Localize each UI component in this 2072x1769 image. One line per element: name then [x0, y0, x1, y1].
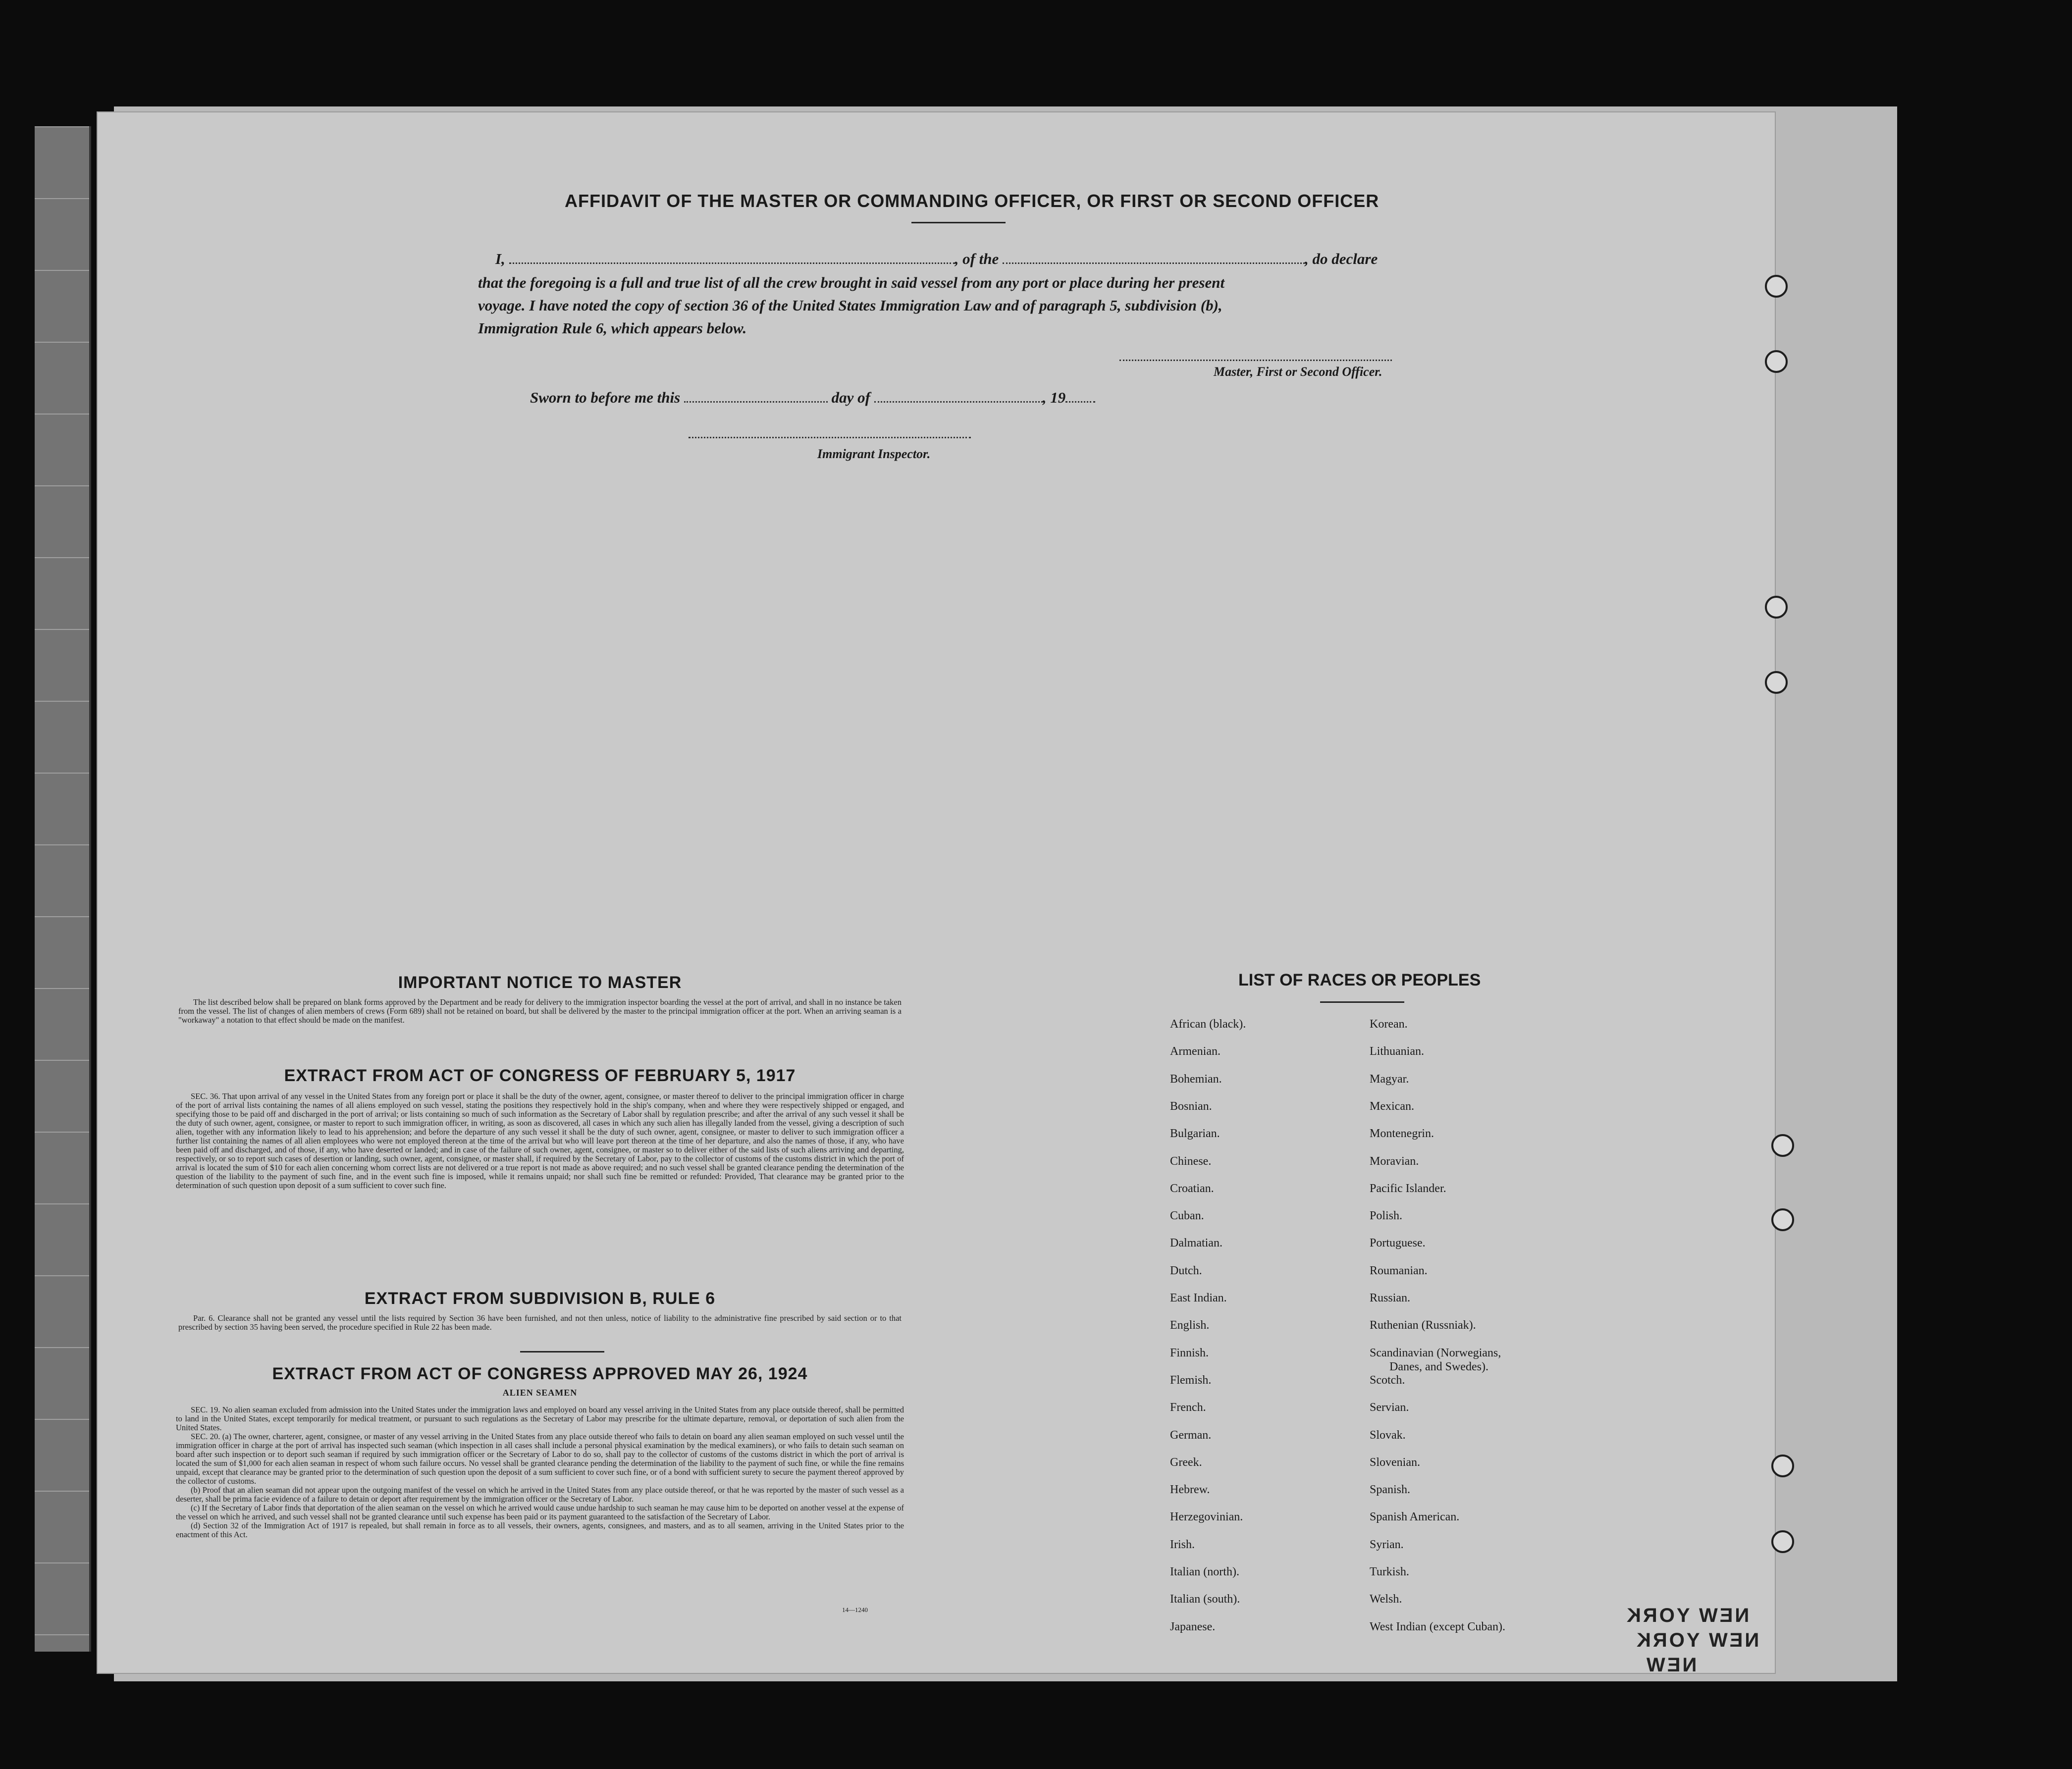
extract-rule6-title: EXTRACT FROM SUBDIVISION B, RULE 6: [364, 1289, 716, 1308]
race-item: Italian (north).: [1170, 1565, 1239, 1578]
race-item: Greek.: [1170, 1456, 1202, 1469]
race-item: Bulgarian.: [1170, 1127, 1220, 1141]
affidavit-line-1: [495, 248, 1436, 270]
sec20a-paragraph: SEC. 20. (a) The owner, charterer, agent, consignee, or master of any vessel arriving in the United States from any place outside thereof who fails to detain on board any alien seaman employed on such vessel until the immigration officer in charge at the port of arrival has inspected such seaman (which inspection in all cases shall include a personal physical examination by the medical examiners), or who fails to detain such seaman on board after such inspection or to deport such seaman if required by such immigration officer or the Secretary of Labor to do so, shall pay to the collector of customs of the customs district in which the port of arrival is located the sum of $1,000 for each alien seaman in respect of whom such failure occurs. No vessel shall be granted clearance pending the determination of the liability to the payment of such fine, or while the fine remains unpaid, except that clearance may be granted prior to the determination of such question upon the deposit of a sum sufficient to cover such fine, or of a bond with sufficient surety to secure the payment thereof approved by the collector of customs.: [176, 1432, 904, 1486]
affidavit-declare: , do declare: [1305, 250, 1378, 267]
notice-text: [178, 998, 902, 1025]
month-blank: [874, 401, 1043, 403]
race-item: Montenegrin.: [1370, 1127, 1434, 1141]
race-item: Turkish.: [1370, 1565, 1409, 1578]
year-text: , 19: [1042, 389, 1066, 406]
sec20d-paragraph: (d) Section 32 of the Immigration Act of 1917 is repealed, but shall remain in force as to all vessels, their owners, agents, consignees, and masters, and as to all seamen, arriving in the United States prior to the enactment of this Act.: [176, 1521, 904, 1539]
sworn-text: Sworn to before me this: [530, 389, 681, 406]
race-item: Croatian.: [1170, 1182, 1214, 1195]
master-label: Master, First or Second Officer.: [1214, 364, 1382, 379]
extract-1917-title: EXTRACT FROM ACT OF CONGRESS OF FEBRUARY 5, 1917: [284, 1066, 796, 1085]
name-blank: [509, 262, 955, 264]
race-item: Cuban.: [1170, 1209, 1204, 1223]
race-item: German.: [1170, 1428, 1212, 1442]
race-item: Scotch.: [1370, 1373, 1405, 1387]
race-item: Herzegovinian.: [1170, 1510, 1243, 1524]
stamp: NEW YORK: [1635, 1629, 1759, 1651]
extract-1924-text: [176, 1405, 904, 1539]
punch-hole: [1765, 596, 1788, 619]
race-item: Polish.: [1370, 1209, 1403, 1223]
race-item: West Indian (except Cuban).: [1370, 1620, 1505, 1633]
notice-paragraph: The list described below shall be prepared on blank forms approved by the Department and be ready for delivery to the immigration inspector boarding the vessel at the port of arrival, and shall in no instance be taken from the vessel. The list of changes of alien members of crews (Form 689) shall not be retained on board, but shall be delivered by the master to the principal immigration officer at the port. When an arriving seaman is a "workaway" a notation to that effect should be made on the manifest.: [178, 997, 902, 1025]
race-item: Bohemian.: [1170, 1072, 1222, 1086]
race-item: Dutch.: [1170, 1264, 1202, 1277]
race-item: African (black).: [1170, 1018, 1246, 1031]
binding-edge: [35, 126, 91, 1652]
inspector-label: Immigrant Inspector.: [817, 447, 931, 461]
races-rule: [1320, 1001, 1404, 1003]
extract-1917-paragraph: SEC. 36. That upon arrival of any vessel in the United States from any foreign port or place it shall be the duty of the owner, agent, consignee, or master thereof to deliver to the principal immigration officer in charge of the port of arrival lists containing the names of all aliens employed on such vessel, stating the positions they respectively hold in the ship's company, when and where they were respectively shipped or engaged, and specifying those to be paid off and discharged in the port of arrival; or lists containing so much of such information as the Secretary of Labor shall by regulation prescribe; and after the arrival of any such vessel it shall be the duty of such owner, agent, consignee, or master to report to such immigration officer, in writing, as soon as discovered, all cases in which any such alien has illegally landed from the vessel, giving a description of such alien, together with any information likely to lead to his apprehension; and before the departure of any such vessel it shall be the duty of such owner, agent, consignee, or master to deliver to such immigration officer a further list containing the names of all alien employees who were not employed thereon at the time of the arrival but who will leave port thereon at the time of her departure, and also the names of those, if any, who have been paid off and discharged, and of those, if any, who have deserted or landed; and in case of the failure of such owner, agent, consignee, or master so to deliver either of the said lists of such aliens arriving and departing, respectively, or so to report such cases of desertion or landing, such owner, agent, consignee, or master shall, if required by the Secretary of Labor, pay to the collector of customs of the customs district in which the port of arrival is located the sum of $10 for each alien concerning whom correct lists are not delivered or a true report is not made as above required; and no such vessel shall be granted clearance pending the determination of the question of the liability to the payment of such fine, and in the event such fine is imposed, while it remains unpaid; nor shall such fine be remitted or refunded: Provided, That clearance may be granted prior to the determination of such question upon deposit of a sum sufficient to cover such fine.: [176, 1092, 904, 1190]
punch-hole: [1771, 1455, 1794, 1477]
affidavit-of-the: , of the: [955, 250, 999, 267]
race-item: Slovenian.: [1370, 1456, 1420, 1469]
race-item: Servian.: [1370, 1401, 1409, 1414]
race-item: Lithuanian.: [1370, 1045, 1424, 1058]
race-item: Ruthenian (Russniak).: [1370, 1319, 1476, 1332]
race-item: Bosnian.: [1170, 1099, 1212, 1113]
sec19-paragraph: SEC. 19. No alien seaman excluded from admission into the United States under the immigration laws and employed on board any vessel arriving in the United States from any place outside thereof, shall be permitted to land in the United States, except temporarily for medical treatment, or pursuant to such regulations as the Secretary of Labor may prescribe for the ultimate departure, removal, or deportation of such alien from the United States.: [176, 1405, 904, 1432]
race-item: Finnish.: [1170, 1346, 1209, 1359]
section-rule: [520, 1351, 604, 1353]
affidavit-title: AFFIDAVIT OF THE MASTER OR COMMANDING OFFICER, OR FIRST OR SECOND OFFICER: [565, 191, 1380, 211]
extract-1924-title: EXTRACT FROM ACT OF CONGRESS APPROVED MAY 26, 1924: [272, 1364, 808, 1383]
punch-hole: [1771, 1530, 1794, 1553]
race-item: Chinese.: [1170, 1154, 1212, 1168]
affidavit-line-4: Immigration Rule 6, which appears below.: [478, 319, 747, 337]
race-item: Pacific Islander.: [1370, 1182, 1446, 1195]
race-item: Magyar.: [1370, 1072, 1409, 1086]
form-number: 14—1240: [842, 1606, 868, 1613]
race-item: Welsh.: [1370, 1593, 1402, 1606]
race-item: East Indian.: [1170, 1292, 1227, 1304]
race-item: Hebrew.: [1170, 1483, 1210, 1497]
race-item: Moravian.: [1370, 1154, 1419, 1168]
punch-hole: [1765, 671, 1788, 694]
punch-hole: [1765, 350, 1788, 373]
punch-hole: [1771, 1134, 1794, 1157]
notice-title: IMPORTANT NOTICE TO MASTER: [398, 973, 682, 992]
race-item: Scandinavian (Norwegians,: [1370, 1346, 1501, 1359]
race-item: Dalmatian.: [1170, 1237, 1222, 1250]
race-item: French.: [1170, 1401, 1206, 1414]
extract-1917-text: [176, 1092, 904, 1190]
race-item: Mexican.: [1370, 1099, 1414, 1113]
punch-hole: [1771, 1208, 1794, 1231]
race-item: Armenian.: [1170, 1045, 1221, 1058]
race-item: Roumanian.: [1370, 1264, 1428, 1277]
day-of-text: day of: [831, 389, 870, 406]
affidavit-line-2: that the foregoing is a full and true list of all the crew brought in said vessel from any port or place during her present: [478, 274, 1225, 291]
race-item: Flemish.: [1170, 1373, 1212, 1387]
sec20c-paragraph: (c) If the Secretary of Labor finds that deportation of the alien seaman on the vessel on which he arrived would cause undue hardship to such seaman he may cause him to be deported on another vessel at the expense of the vessel on which he arrived, and such vessel shall not be granted clearance until such expense has been paid or its payment guaranteed to the satisfaction of the Secretary of Labor.: [176, 1503, 904, 1521]
stamp: NEW: [1645, 1654, 1697, 1676]
extract-rule6-paragraph: Par. 6. Clearance shall not be granted any vessel until the lists required by Section 36 have been furnished, and not then unless, notice of liability to the administrative fine prescribed by said section or to that prescribed by section 35 having been served, the procedure specified in Rule 22 has been made.: [178, 1313, 902, 1332]
race-item: Korean.: [1370, 1018, 1408, 1031]
inspector-signature-line: [689, 437, 971, 438]
master-signature-line: [1119, 360, 1392, 361]
title-rule: [911, 222, 1006, 223]
race-item: Russian.: [1370, 1292, 1411, 1304]
year-blank: [1065, 401, 1095, 403]
race-item: Slovak.: [1370, 1428, 1406, 1442]
affidavit-line-3: voyage. I have noted the copy of section 36 of the United States Immigration Law and of paragraph 5, subdivision (b),: [478, 297, 1222, 314]
race-item: Portuguese.: [1370, 1237, 1426, 1250]
races-title: LIST OF RACES OR PEOPLES: [1238, 971, 1481, 989]
affidavit-i: I,: [495, 250, 505, 267]
race-item: English.: [1170, 1319, 1210, 1332]
race-item: Japanese.: [1170, 1620, 1216, 1633]
day-blank: [684, 401, 828, 403]
extract-rule6-text: [178, 1314, 902, 1332]
sec20b-paragraph: (b) Proof that an alien seaman did not appear upon the outgoing manifest of the vessel on which he arrived in the United States from any place outside thereof, or that he was reported by the master of such vessel as a deserter, shall be prima facie evidence of a failure to detain or deport after requirement by the immigration officer or the Secretary of Labor.: [176, 1485, 904, 1504]
alien-seamen-subtitle: ALIEN SEAMEN: [502, 1388, 578, 1398]
vessel-blank: [1003, 262, 1305, 264]
race-item: Spanish American.: [1370, 1510, 1460, 1524]
stamp: NEW YORK: [1625, 1605, 1750, 1626]
sworn-line: [530, 386, 1174, 409]
race-item: Syrian.: [1370, 1538, 1404, 1551]
punch-hole: [1765, 275, 1788, 298]
race-item: Italian (south).: [1170, 1593, 1240, 1606]
race-item: Danes, and Swedes).: [1389, 1360, 1488, 1373]
race-item: Spanish.: [1370, 1483, 1411, 1497]
race-item: Irish.: [1170, 1538, 1195, 1551]
